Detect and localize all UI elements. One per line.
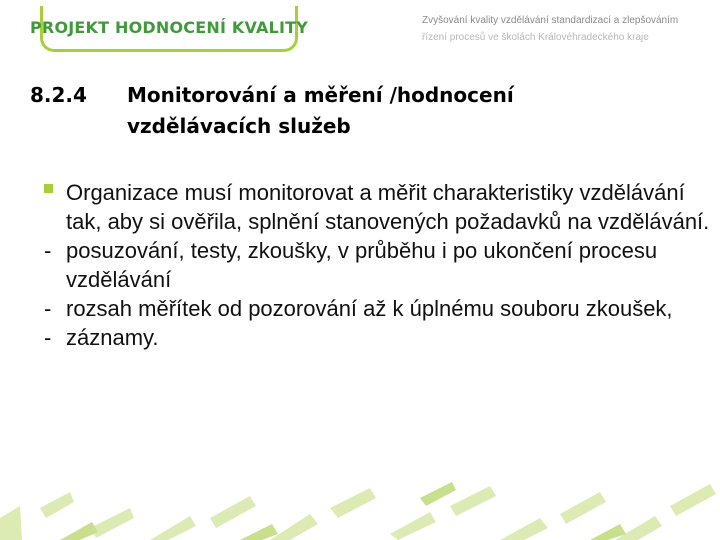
list-item-text: záznamy. — [66, 325, 159, 350]
footer-stripes-decoration — [0, 478, 720, 540]
subtitle-line-1: Zvyšování kvality vzdělávání standardizací a zlepšováním — [422, 15, 679, 26]
square-bullet-icon — [44, 184, 53, 193]
dash-marker: - — [44, 238, 52, 263]
slide-title — [30, 80, 710, 142]
list-item-text: posuzování, testy, zkoušky, v průběhu i po ukončení procesu vzdělávání — [66, 238, 658, 292]
list-item — [44, 236, 716, 294]
dash-marker: - — [44, 296, 52, 321]
slide-header — [0, 0, 720, 70]
list-item-text: rozsah měřítek od pozorování až k úplnému souboru zkoušek, — [66, 296, 673, 321]
list-item — [44, 323, 716, 352]
slide-content — [44, 178, 716, 352]
bullet-text: Organizace musí monitorovat a měřit charakteristiky vzdělávání tak, aby si ověřila, splnění stanovených požadavků na vzdělávání. — [66, 180, 710, 234]
project-logo — [30, 6, 308, 52]
list-item — [44, 294, 716, 323]
title-line-1: Monitorování a měření /hodnocení — [127, 83, 514, 107]
logo-text: PROJEKT HODNOCENÍ KVALITY — [30, 18, 308, 37]
title-line-2: vzdělávacích služeb — [127, 114, 351, 138]
subtitle-line-2: řízení procesů ve školách Královéhradeckého kraje — [422, 32, 649, 43]
header-subtitle — [422, 12, 712, 46]
dash-marker: - — [44, 325, 52, 350]
title-number: 8.2.4 — [30, 83, 87, 107]
bullet-paragraph — [44, 178, 716, 236]
